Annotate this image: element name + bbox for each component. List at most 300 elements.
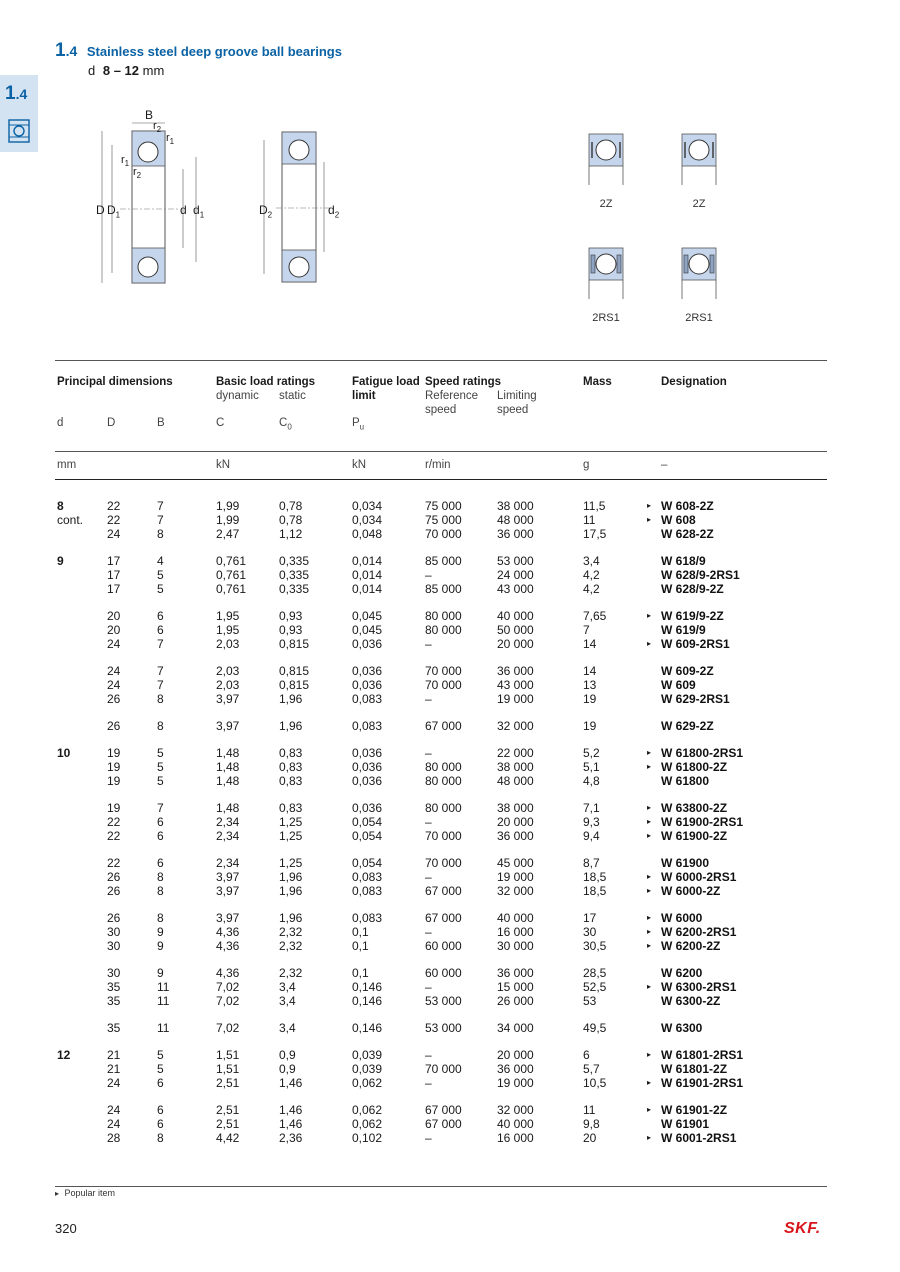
cell-outer-D: 19: [107, 801, 121, 815]
cell-designation: W 61900-2Z: [661, 829, 728, 843]
cell-designation: W 609-2RS1: [661, 637, 730, 651]
variant-2z-drawing: [588, 133, 624, 185]
cell-fatigue-Pu: 0,083: [352, 870, 383, 884]
cell-reference-speed: –: [425, 1076, 432, 1090]
cell-width-B: 5: [157, 746, 164, 760]
cell-designation: W 6001-2RS1: [661, 1131, 737, 1145]
table-row-group: [0, 499, 900, 541]
cell-reference-speed: 70 000: [425, 829, 462, 843]
cell-mass: 30,5: [583, 939, 607, 953]
cell-outer-D: 17: [107, 554, 121, 568]
unit-kN-loads: kN: [216, 459, 231, 471]
cell-limiting-speed: 48 000: [497, 774, 534, 788]
symbol-D: D: [107, 417, 116, 429]
cell-static-C0: 0,83: [279, 760, 303, 774]
cell-fatigue-Pu: 0,1: [352, 966, 369, 980]
table-row: [0, 980, 900, 994]
cell-outer-D: 30: [107, 966, 121, 980]
cell-mass: 19: [583, 692, 597, 706]
units-bottom-rule: [55, 479, 827, 480]
table-row-group: [0, 609, 900, 651]
cell-dynamic-C: 0,761: [216, 582, 247, 596]
cell-reference-speed: 67 000: [425, 1103, 462, 1117]
table-row: [0, 527, 900, 541]
cell-designation: W 619/9-2Z: [661, 609, 724, 623]
popular-marker-icon: ▸: [647, 831, 652, 840]
cell-reference-speed: 70 000: [425, 527, 462, 541]
cell-designation: W 61901: [661, 1117, 710, 1131]
units-top-rule: [55, 451, 827, 452]
cell-static-C0: 1,96: [279, 911, 303, 925]
cell-mass: 14: [583, 637, 597, 651]
dim-label-r2-left: $r_2$: [133, 166, 142, 181]
cell-outer-D: 17: [107, 582, 121, 596]
cell-dynamic-C: 3,97: [216, 719, 240, 733]
popular-marker-icon: ▸: [647, 515, 652, 524]
cell-fatigue-Pu: 0,062: [352, 1076, 383, 1090]
unit-dash: –: [661, 459, 668, 471]
cell-limiting-speed: 19 000: [497, 870, 534, 884]
cell-width-B: 7: [157, 637, 164, 651]
table-row: [0, 801, 900, 815]
cell-width-B: 6: [157, 1103, 164, 1117]
cell-fatigue-Pu: 0,034: [352, 499, 383, 513]
popular-marker-icon: ▸: [647, 1050, 652, 1059]
cell-reference-speed: 60 000: [425, 966, 462, 980]
cell-static-C0: 1,25: [279, 856, 303, 870]
cell-fatigue-Pu: 0,146: [352, 980, 383, 994]
popular-marker-icon: ▸: [647, 886, 652, 895]
cell-width-B: 5: [157, 568, 164, 582]
cell-fatigue-Pu: 0,083: [352, 911, 383, 925]
cell-fatigue-Pu: 0,1: [352, 925, 369, 939]
cell-limiting-speed: 53 000: [497, 554, 534, 568]
cell-bore-d: 10: [57, 746, 71, 760]
cell-outer-D: 26: [107, 911, 121, 925]
page-title: [55, 40, 342, 62]
table-row: [0, 1048, 900, 1062]
cell-width-B: 7: [157, 664, 164, 678]
cell-limiting-speed: 16 000: [497, 925, 534, 939]
cell-static-C0: 0,78: [279, 499, 303, 513]
cell-bore-d: 12: [57, 1048, 71, 1062]
cell-outer-D: 26: [107, 692, 121, 706]
cell-outer-D: 19: [107, 746, 121, 760]
popular-marker-icon: ▸: [647, 982, 652, 991]
cell-designation: W 6200-2RS1: [661, 925, 737, 939]
popular-marker-icon: ▸: [647, 748, 652, 757]
cell-static-C0: 1,25: [279, 815, 303, 829]
cell-static-C0: 0,335: [279, 582, 310, 596]
cell-bore-d: 8: [57, 499, 64, 513]
cell-bore-d: cont.: [57, 513, 84, 527]
cell-dynamic-C: 3,97: [216, 884, 240, 898]
table-row: [0, 774, 900, 788]
cell-fatigue-Pu: 0,146: [352, 994, 383, 1008]
cell-designation: W 628/9-2RS1: [661, 568, 740, 582]
cell-dynamic-C: 7,02: [216, 1021, 240, 1035]
cell-dynamic-C: 2,51: [216, 1076, 240, 1090]
cell-limiting-speed: 36 000: [497, 527, 534, 541]
cell-static-C0: 2,36: [279, 1131, 303, 1145]
popular-marker-icon: ▸: [647, 927, 652, 936]
cell-fatigue-Pu: 0,014: [352, 554, 383, 568]
cell-reference-speed: 80 000: [425, 609, 462, 623]
cell-limiting-speed: 40 000: [497, 1117, 534, 1131]
cell-mass: 52,5: [583, 980, 607, 994]
cell-dynamic-C: 1,48: [216, 746, 240, 760]
cell-static-C0: 0,83: [279, 774, 303, 788]
cell-width-B: 11: [157, 994, 170, 1008]
cell-reference-speed: 67 000: [425, 719, 462, 733]
cell-mass: 11: [583, 1103, 596, 1117]
table-row: [0, 925, 900, 939]
cell-designation: W 61900: [661, 856, 710, 870]
cell-width-B: 11: [157, 980, 170, 994]
cell-static-C0: 0,83: [279, 746, 303, 760]
dim-label-B: B: [145, 108, 154, 122]
cell-width-B: 8: [157, 719, 164, 733]
cell-dynamic-C: 2,51: [216, 1117, 240, 1131]
cell-fatigue-Pu: 0,054: [352, 815, 383, 829]
variant-label-2rs1: 2RS1: [592, 312, 620, 324]
cell-reference-speed: 80 000: [425, 774, 462, 788]
cell-fatigue-Pu: 0,039: [352, 1062, 383, 1076]
cell-designation: W 619/9: [661, 623, 706, 637]
cell-mass: 8,7: [583, 856, 600, 870]
cell-mass: 9,8: [583, 1117, 600, 1131]
unit-mm: mm: [57, 459, 77, 471]
cell-width-B: 4: [157, 554, 164, 568]
cell-reference-speed: 85 000: [425, 582, 462, 596]
cell-width-B: 6: [157, 829, 164, 843]
cell-dynamic-C: 2,51: [216, 1103, 240, 1117]
cell-reference-speed: –: [425, 568, 432, 582]
popular-marker-icon: ▸: [647, 1105, 652, 1114]
cell-reference-speed: 70 000: [425, 1062, 462, 1076]
cell-static-C0: 1,46: [279, 1103, 303, 1117]
popular-marker-icon: ▸: [647, 803, 652, 812]
table-row: [0, 623, 900, 637]
cell-width-B: 5: [157, 774, 164, 788]
table-row: [0, 884, 900, 898]
cell-width-B: 8: [157, 1131, 164, 1145]
header-reference-speed: Reference speed: [425, 390, 479, 416]
cell-width-B: 7: [157, 499, 164, 513]
cell-reference-speed: 53 000: [425, 1021, 462, 1035]
cell-designation: W 6300: [661, 1021, 703, 1035]
section-number: 1: [55, 40, 66, 61]
cell-outer-D: 24: [107, 1117, 121, 1131]
cell-designation: W 618/9: [661, 554, 706, 568]
cell-fatigue-Pu: 0,054: [352, 829, 383, 843]
cell-designation: W 61800: [661, 774, 710, 788]
cell-dynamic-C: 1,48: [216, 760, 240, 774]
cell-dynamic-C: 4,42: [216, 1131, 240, 1145]
cell-mass: 7,65: [583, 609, 607, 623]
cell-designation: W 61900-2RS1: [661, 815, 744, 829]
table-row: [0, 939, 900, 953]
symbol-B: B: [157, 417, 165, 429]
cell-width-B: 11: [157, 1021, 170, 1035]
side-tab-label: [5, 83, 27, 105]
cell-reference-speed: –: [425, 870, 432, 884]
cell-outer-D: 26: [107, 719, 121, 733]
cell-mass: 10,5: [583, 1076, 607, 1090]
cell-designation: W 6200: [661, 966, 703, 980]
variant-label-2z: 2Z: [599, 198, 613, 210]
cell-static-C0: 0,93: [279, 609, 303, 623]
header-speed-ratings: Speed ratings: [425, 376, 502, 388]
cell-reference-speed: 80 000: [425, 760, 462, 774]
cell-mass: 18,5: [583, 884, 607, 898]
cell-mass: 11,5: [583, 499, 606, 513]
table-row: [0, 1062, 900, 1076]
cell-fatigue-Pu: 0,036: [352, 678, 383, 692]
cell-mass: 14: [583, 664, 597, 678]
table-row: [0, 1117, 900, 1131]
cell-limiting-speed: 32 000: [497, 884, 534, 898]
dim-label-D1: $D_1$: [107, 203, 121, 220]
cell-static-C0: 0,815: [279, 678, 310, 692]
cell-width-B: 6: [157, 856, 164, 870]
cell-width-B: 5: [157, 1048, 164, 1062]
cell-limiting-speed: 38 000: [497, 801, 534, 815]
cell-outer-D: 35: [107, 1021, 121, 1035]
section-subnumber: .4: [65, 43, 78, 59]
cell-dynamic-C: 7,02: [216, 980, 240, 994]
cell-limiting-speed: 38 000: [497, 760, 534, 774]
cell-reference-speed: –: [425, 1048, 432, 1062]
cell-mass: 20: [583, 1131, 597, 1145]
table-row: [0, 1131, 900, 1145]
cell-designation: W 6000: [661, 911, 703, 925]
cell-reference-speed: –: [425, 746, 432, 760]
header-principal-dimensions: Principal dimensions: [57, 376, 173, 388]
cell-bore-d: 9: [57, 554, 64, 568]
cell-mass: 4,8: [583, 774, 600, 788]
cell-width-B: 7: [157, 678, 164, 692]
cell-reference-speed: 80 000: [425, 801, 462, 815]
cell-width-B: 9: [157, 966, 164, 980]
cell-designation: W 629-2Z: [661, 719, 714, 733]
cell-outer-D: 22: [107, 815, 121, 829]
cell-limiting-speed: 40 000: [497, 911, 534, 925]
cell-outer-D: 24: [107, 1076, 121, 1090]
table-row: [0, 760, 900, 774]
variant-label-2z-alt: 2Z: [692, 198, 706, 210]
cell-mass: 13: [583, 678, 597, 692]
cell-static-C0: 2,32: [279, 966, 303, 980]
cell-dynamic-C: 1,51: [216, 1062, 240, 1076]
table-row: [0, 692, 900, 706]
cell-outer-D: 19: [107, 760, 121, 774]
cell-reference-speed: 67 000: [425, 1117, 462, 1131]
table-row: [0, 1103, 900, 1117]
cell-mass: 17: [583, 911, 597, 925]
cell-mass: 5,7: [583, 1062, 600, 1076]
cell-width-B: 9: [157, 939, 164, 953]
page-number: 320: [55, 1221, 77, 1236]
cell-designation: W 608: [661, 513, 696, 527]
header-basic-load-ratings: Basic load ratings: [216, 376, 316, 388]
cell-reference-speed: 70 000: [425, 678, 462, 692]
cell-mass: 11: [583, 513, 596, 527]
cell-static-C0: 0,335: [279, 554, 310, 568]
cell-static-C0: 1,96: [279, 719, 303, 733]
cell-fatigue-Pu: 0,014: [352, 582, 383, 596]
popular-marker-icon: ▸: [647, 1078, 652, 1087]
cell-fatigue-Pu: 0,036: [352, 774, 383, 788]
bearing-icon: [8, 119, 30, 143]
cell-static-C0: 3,4: [279, 980, 296, 994]
cell-outer-D: 24: [107, 678, 121, 692]
cell-reference-speed: 53 000: [425, 994, 462, 1008]
cell-outer-D: 22: [107, 829, 121, 843]
cell-limiting-speed: 16 000: [497, 1131, 534, 1145]
cell-limiting-speed: 32 000: [497, 1103, 534, 1117]
cell-dynamic-C: 7,02: [216, 994, 240, 1008]
dim-label-r1-left: $r_1$: [121, 154, 130, 169]
cell-dynamic-C: 3,97: [216, 911, 240, 925]
variant-2rs1-drawing-alt: [681, 247, 717, 299]
cell-limiting-speed: 36 000: [497, 664, 534, 678]
unit-kN-fatigue: kN: [352, 459, 367, 471]
cell-limiting-speed: 20 000: [497, 815, 534, 829]
cell-width-B: 6: [157, 609, 164, 623]
cell-width-B: 6: [157, 1076, 164, 1090]
cell-fatigue-Pu: 0,048: [352, 527, 383, 541]
symbol-C0: $C_0$: [279, 417, 292, 432]
table-row-group: [0, 911, 900, 953]
cell-outer-D: 26: [107, 870, 121, 884]
cell-designation: W 6000-2RS1: [661, 870, 737, 884]
cell-dynamic-C: 1,95: [216, 609, 240, 623]
cell-limiting-speed: 45 000: [497, 856, 534, 870]
cell-designation: W 609-2Z: [661, 664, 714, 678]
cell-designation: W 6300-2RS1: [661, 980, 737, 994]
cell-static-C0: 1,25: [279, 829, 303, 843]
cell-outer-D: 35: [107, 994, 121, 1008]
cell-static-C0: 1,96: [279, 870, 303, 884]
popular-marker-icon: ▸: [647, 762, 652, 771]
table-row: [0, 1021, 900, 1035]
cell-limiting-speed: 36 000: [497, 829, 534, 843]
cell-width-B: 5: [157, 760, 164, 774]
cell-designation: W 628-2Z: [661, 527, 714, 541]
header-limiting-speed: Limiting speed: [497, 390, 537, 416]
cell-mass: 17,5: [583, 527, 607, 541]
size-range-prefix: d: [88, 63, 96, 78]
table-row-group: [0, 554, 900, 596]
popular-item-text: Popular item: [64, 1188, 116, 1198]
cell-fatigue-Pu: 0,039: [352, 1048, 383, 1062]
table-row: [0, 994, 900, 1008]
cell-outer-D: 35: [107, 980, 121, 994]
cell-limiting-speed: 32 000: [497, 719, 534, 733]
size-range-value: 8 – 12: [102, 63, 140, 78]
cell-reference-speed: –: [425, 980, 432, 994]
cell-outer-D: 26: [107, 884, 121, 898]
table-row: [0, 966, 900, 980]
cell-limiting-speed: 20 000: [497, 637, 534, 651]
cell-fatigue-Pu: 0,045: [352, 609, 383, 623]
cell-width-B: 7: [157, 801, 164, 815]
cell-static-C0: 0,815: [279, 637, 310, 651]
cell-static-C0: 2,32: [279, 925, 303, 939]
table-row: [0, 829, 900, 843]
cell-outer-D: 22: [107, 856, 121, 870]
cell-dynamic-C: 4,36: [216, 925, 240, 939]
table-row: [0, 719, 900, 733]
cell-designation: W 61901-2Z: [661, 1103, 728, 1117]
table-row-group: [0, 801, 900, 843]
popular-marker-icon: ▸: [647, 817, 652, 826]
dim-label-d: d: [180, 203, 187, 217]
popular-marker-icon: ▸: [647, 941, 652, 950]
cell-static-C0: 0,9: [279, 1062, 296, 1076]
cell-mass: 9,4: [583, 829, 600, 843]
cell-dynamic-C: 2,03: [216, 637, 240, 651]
cell-outer-D: 28: [107, 1131, 121, 1145]
cell-static-C0: 0,9: [279, 1048, 296, 1062]
cell-reference-speed: –: [425, 815, 432, 829]
cell-reference-speed: –: [425, 1131, 432, 1145]
variant-2z-drawing-alt: [681, 133, 717, 185]
cell-outer-D: 21: [107, 1062, 121, 1076]
cell-dynamic-C: 1,48: [216, 801, 240, 815]
cell-reference-speed: 75 000: [425, 499, 462, 513]
cell-outer-D: 30: [107, 925, 121, 939]
side-tab-number: 1: [5, 83, 16, 104]
cell-dynamic-C: 1,99: [216, 499, 240, 513]
cell-designation: W 608-2Z: [661, 499, 714, 513]
symbol-d: d: [57, 417, 64, 429]
cell-limiting-speed: 20 000: [497, 1048, 534, 1062]
cell-outer-D: 22: [107, 499, 121, 513]
table-row-group: [0, 1021, 900, 1035]
cell-width-B: 8: [157, 884, 164, 898]
dim-label-D: D: [96, 203, 105, 217]
cell-fatigue-Pu: 0,083: [352, 692, 383, 706]
cell-limiting-speed: 36 000: [497, 966, 534, 980]
cell-outer-D: 30: [107, 939, 121, 953]
cell-reference-speed: 70 000: [425, 664, 462, 678]
table-row: [0, 746, 900, 760]
cell-designation: W 61801-2RS1: [661, 1048, 744, 1062]
cell-static-C0: 2,32: [279, 939, 303, 953]
popular-marker-icon: ▸: [647, 611, 652, 620]
cell-dynamic-C: 4,36: [216, 939, 240, 953]
popular-marker-icon: ▸: [647, 1133, 652, 1142]
cell-fatigue-Pu: 0,036: [352, 746, 383, 760]
cell-fatigue-Pu: 0,1: [352, 939, 369, 953]
popular-item-note: [55, 1188, 115, 1198]
header-static: static: [279, 390, 306, 402]
cell-dynamic-C: 2,34: [216, 856, 240, 870]
cell-limiting-speed: 15 000: [497, 980, 534, 994]
header-fatigue-load-limit: Fatigue load limit: [352, 376, 420, 402]
cell-reference-speed: 67 000: [425, 884, 462, 898]
cell-mass: 5,1: [583, 760, 600, 774]
cell-designation: W 61901-2RS1: [661, 1076, 744, 1090]
cell-designation: W 63800-2Z: [661, 801, 728, 815]
table-row: [0, 678, 900, 692]
cell-limiting-speed: 26 000: [497, 994, 534, 1008]
dim-label-r2-top: $r_2$: [153, 120, 162, 135]
cell-mass: 18,5: [583, 870, 607, 884]
unit-g: g: [583, 459, 590, 471]
